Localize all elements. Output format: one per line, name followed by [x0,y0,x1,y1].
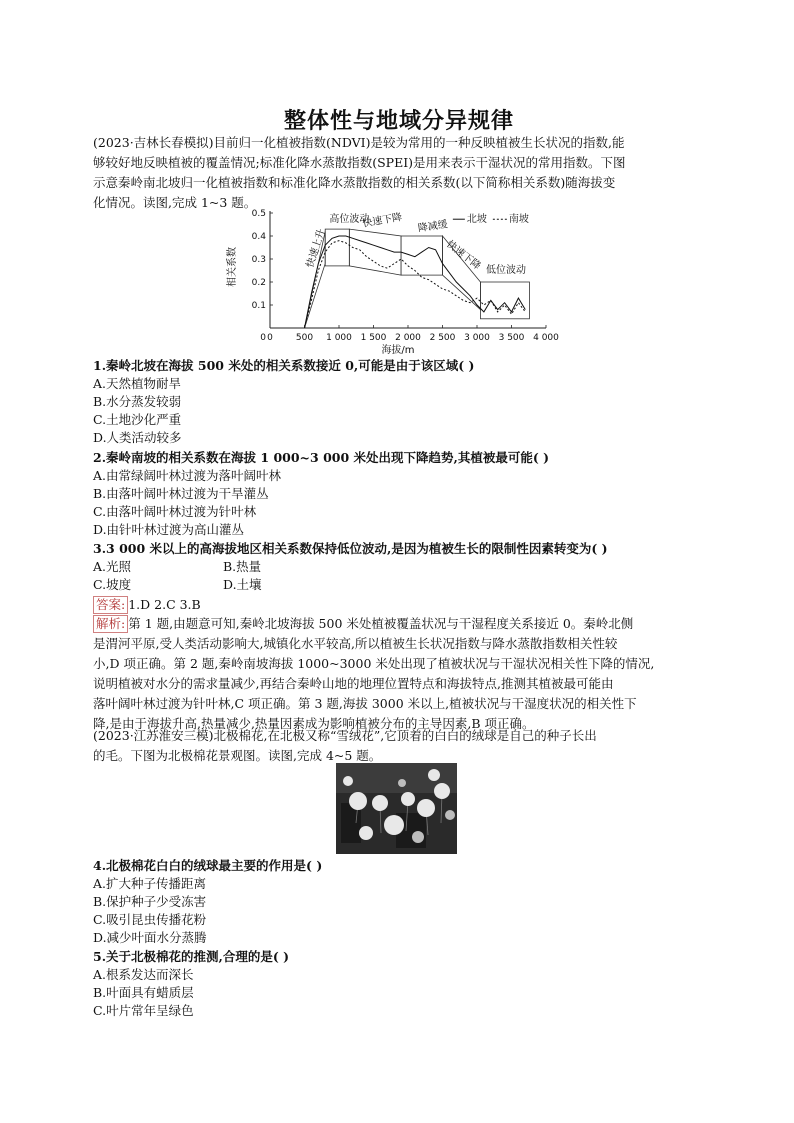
x-tick-label: 3 000 [464,333,490,343]
question-5-stem: 5.关于北极棉花的推测,合理的是( ) [93,949,290,964]
intro-line: (2023·吉林长春模拟)目前归一化植被指数(NDVI)是较为常用的一种反映植被生长状况的指数,能 [93,135,625,150]
y-tick-label: 0.4 [251,232,266,242]
q4-option-c: C.吸引昆虫传播花粉 [93,912,207,927]
annotation-rapid-decline-1: 快速下降 [361,211,404,230]
intro-line: 够较好地反映植被的覆盖情况;标准化降水蒸散指数(SPEI)是用来表示干湿状况的常用指数。下图 [93,155,626,170]
intro-passage-2 [93,726,705,766]
legend-south-label: 南坡 [508,214,529,226]
q4-option-b: B.保护种子少受冻害 [93,894,207,909]
analysis-line: 落叶阔叶林过渡为针叶林,C 项正确。第 3 题,海拔 3000 米以上,植被状况与干湿度状况的相关性下 [93,696,637,711]
x-tick-label: 4 000 [533,333,559,343]
y-tick-label: 0.3 [251,255,266,265]
slow-decline-box [401,236,442,275]
analysis-line: 小,D 项正确。第 2 题,秦岭南坡海拔 1000~3000 米处出现了植被状况与干湿状况相关性下降的情况, [93,656,655,671]
question-4-stem: 4.北极棉花白白的绒球最主要的作用是( ) [93,858,323,873]
y-tick-label: 0.5 [251,209,266,219]
x-tick-label: 2 000 [395,333,421,343]
y-origin-label: 0 [260,333,266,343]
page-title: 整体性与地域分异规律 [283,109,514,134]
intro-line: (2023·江苏淮安三模)北极棉花,在北极又称“雪绒花”,它顶着的白白的绒球是自己的种子长出 [93,728,597,743]
intro-line: 的毛。下图为北极棉花景观图。读图,完成 4~5 题。 [93,748,382,763]
q4-option-d: D.减少叶面水分蒸腾 [93,930,207,945]
annotation-rapid-decline-2: 快速下降 [444,238,483,273]
annotation-low-fluctuation: 低位波动 [485,264,526,276]
analysis-tag: 解析: [93,615,128,633]
q3-option-d: D.土壤 [223,577,262,592]
south-slope-line [305,241,526,328]
analysis-passage [93,614,705,734]
q2-option-c: C.由落叶阔叶林过渡为针叶林 [93,504,257,519]
answer-tag: 答案: [93,596,128,614]
intro-line: 化情况。读图,完成 1~3 题。 [93,195,257,210]
arctic-cotton-photo [336,763,457,854]
annotation-high-fluctuation: 高位波动 [329,214,370,226]
y-tick-label: 0.2 [251,278,266,288]
q5-option-b: B.叶面具有蜡质层 [93,985,194,1000]
legend-north-label: 北坡 [466,214,487,226]
analysis-line: 降,是由于海拔升高,热量减少,热量因素成为影响植被分布的主导因素,B 项正确。 [93,716,535,731]
x-tick-label: 500 [295,333,314,343]
q1-option-b: B.水分蒸发较弱 [93,394,182,409]
answer-text: 1.D 2.C 3.B [128,597,201,612]
correlation-chart [223,205,563,355]
intro-line: 示意秦岭南北坡归一化植被指数和标准化降水蒸散指数的相关系数(以下简称相关系数)随海拔变 [93,175,616,190]
q3-option-b: B.热量 [223,559,262,574]
q1-option-c: C.土地沙化严重 [93,412,182,427]
annotation-slowing: 降减缓 [417,219,449,235]
x-tick-label: 2 500 [429,333,456,343]
low-fluctuation-box [480,282,529,319]
question-2-stem: 2.秦岭南坡的相关系数在海拔 1 000~3 000 米处出现下降趋势,其植被最可能( ) [93,450,550,465]
q2-option-a: A.由常绿阔叶林过渡为落叶阔叶林 [93,468,282,483]
x-tick-label: 1 000 [326,333,352,343]
q1-option-d: D.人类活动较多 [93,430,182,445]
x-axis-label: 海拔/m [381,345,415,355]
y-tick-label: 0.1 [251,301,266,311]
x-tick-label: 1 500 [360,333,387,343]
intro-passage-1 [93,133,705,213]
analysis-line: 是渭河平原,受人类活动影响大,城镇化水平较高,所以植被生长状况指数与降水蒸散指数相关性较 [93,636,618,651]
y-axis-label: 相关系数 [227,247,238,287]
q5-option-a: A.根系发达而深长 [93,967,194,982]
answer-line [93,596,201,614]
q3-option-a: A.光照 [93,559,132,574]
question-3-stem: 3.3 000 米以上的高海拔地区相关系数保持低位波动,是因为植被生长的限制性因素转变为( ) [93,541,608,556]
annotation-rapid-rise: 快速上升 [304,227,328,270]
q5-option-c: C.叶片常年呈绿色 [93,1003,194,1018]
question-1-stem: 1.秦岭北坡在海拔 500 米处的相关系数接近 0,可能是由于该区域( ) [93,358,475,373]
analysis-line: 第 1 题,由题意可知,秦岭北坡海拔 500 米处植被覆盖状况与干湿程度关系接近 0。秦岭北侧 [128,616,634,631]
q1-option-a: A.天然植物耐旱 [93,376,182,391]
q2-option-d: D.由针叶林过渡为高山灌丛 [93,522,245,537]
x-tick-label: 0 [267,333,273,343]
q3-option-c: C.坡度 [93,577,132,592]
analysis-line: 说明植被对水分的需求量减少,再结合秦岭山地的地理位置特点和海拔特点,推测其植被最可能由 [93,676,614,691]
q4-option-a: A.扩大种子传播距离 [93,876,207,891]
x-tick-label: 3 500 [498,333,525,343]
q2-option-b: B.由落叶阔叶林过渡为干旱灌丛 [93,486,269,501]
